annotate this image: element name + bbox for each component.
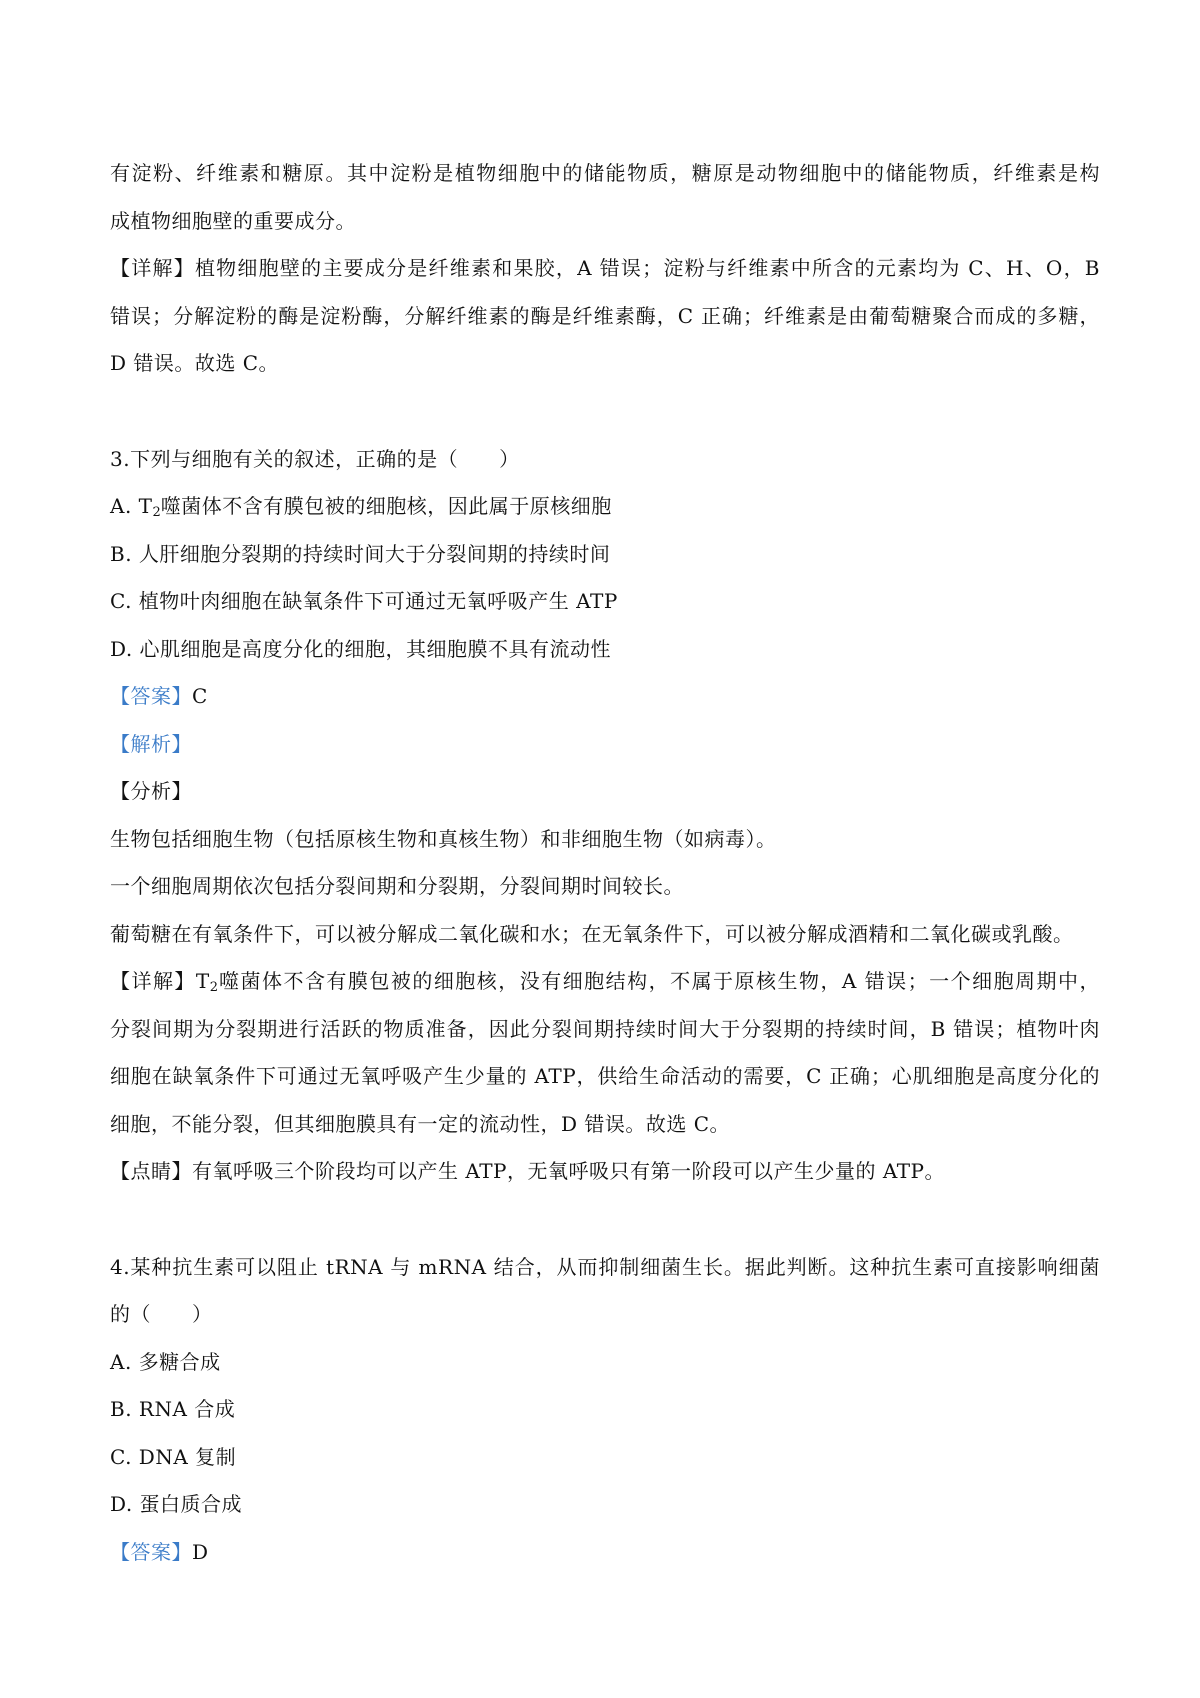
q3-detail-subscript: 2 [209, 980, 219, 995]
q2-detail-text-1: 植物细胞壁的主要成分是纤维素和果胶，A 错误；淀粉与纤维素中所含的元素均为 C、H、O，B [194, 256, 1100, 280]
q3-option-d: D. 心肌细胞是高度分化的细胞，其细胞膜不具有流动性 [110, 636, 612, 661]
section-gap [110, 1196, 1100, 1244]
q2-detail-label: 【详解】 [110, 256, 195, 280]
q4-answer-label: 【答案】 [110, 1539, 192, 1564]
section-gap [110, 388, 1100, 436]
q2-detail-line-2: 错误；分解淀粉的酶是淀粉酶，分解纤维素的酶是纤维素酶，C 正确；纤维素是由葡萄糖聚合而成的多糖， [110, 303, 1100, 328]
q3-jiexi-label: 【解析】 [110, 731, 192, 756]
q3-dianjing [110, 1148, 1100, 1196]
q2-detail-line-3: D 错误。故选 C。 [110, 351, 280, 375]
q3-answer [110, 673, 1100, 721]
q4-answer-value: D [192, 1539, 209, 1564]
q3-detail-line-1 [110, 958, 1100, 1006]
q4-option-a: A. 多糖合成 [110, 1349, 221, 1374]
q3-fenxi-line-2: 一个细胞周期依次包括分裂间期和分裂期，分裂间期时间较长。 [110, 874, 684, 898]
q3-dianjing-label: 【点睛】 [110, 1159, 192, 1183]
q3-option-a-text: 噬菌体不含有膜包被的细胞核，因此属于原核细胞 [160, 494, 612, 518]
q3-detail-line-4: 细胞，不能分裂，但其细胞膜具有一定的流动性，D 错误。故选 C。 [110, 1111, 731, 1136]
q3-detail-prefix: T [195, 969, 210, 993]
q4-stem-line-1: 4.某种抗生素可以阻止 tRNA 与 mRNA 结合，从而抑制细菌生长。据此判断。这种抗生素可直接影响细菌 [110, 1254, 1100, 1279]
q3-detail-line-2: 分裂间期为分裂期进行活跃的物质准备，因此分裂间期持续时间大于分裂期的持续时间，B 错误；植物叶肉 [110, 1016, 1100, 1041]
q3-option-a-prefix: A. T [110, 494, 153, 518]
q3-option-b: B. 人肝细胞分裂期的持续时间大于分裂间期的持续时间 [110, 541, 611, 566]
q3-option-c: C. 植物叶肉细胞在缺氧条件下可通过无氧呼吸产生 ATP [110, 589, 618, 613]
q4-answer [110, 1529, 1100, 1577]
q4-option-c: C. DNA 复制 [110, 1444, 237, 1469]
q3-answer-value: C [192, 684, 208, 708]
q2-detail-line-1 [110, 245, 1100, 293]
q3-answer-label: 【答案】 [110, 684, 192, 708]
q3-fenxi-line-3: 葡萄糖在有氧条件下，可以被分解成二氧化碳和水；在无氧条件下，可以被分解成酒精和二氧化碳或乳酸。 [110, 921, 1074, 946]
q2-analysis-line-1: 有淀粉、纤维素和糖原。其中淀粉是植物细胞中的储能物质，糖原是动物细胞中的储能物质，纤维素是构 [110, 161, 1100, 185]
q4-option-b: B. RNA 合成 [110, 1397, 236, 1421]
q3-detail-text-1: 噬菌体不含有膜包被的细胞核，没有细胞结构，不属于原核生物，A 错误；一个细胞周期中， [218, 969, 1100, 993]
q3-option-a-subscript: 2 [152, 505, 161, 520]
q3-fenxi-line-1: 生物包括细胞生物（包括原核生物和真核生物）和非细胞生物（如病毒）。 [110, 826, 777, 851]
q3-fenxi-label: 【分析】 [110, 779, 192, 803]
q4-option-d: D. 蛋白质合成 [110, 1492, 243, 1516]
q3-stem: 3.下列与细胞有关的叙述，正确的是（ ） [110, 446, 520, 471]
q2-analysis-line-2: 成植物细胞壁的重要成分。 [110, 208, 356, 233]
q3-dianjing-text: 有氧呼吸三个阶段均可以产生 ATP，无氧呼吸只有第一阶段可以产生少量的 ATP。 [192, 1159, 946, 1183]
q4-stem-line-2: 的（ ） [110, 1302, 213, 1326]
q3-detail-label: 【详解】 [110, 969, 196, 993]
q3-option-a [110, 483, 1100, 531]
q3-detail-line-3: 细胞在缺氧条件下可通过无氧呼吸产生少量的 ATP，供给生命活动的需要，C 正确；心肌细胞是高度分化的 [110, 1064, 1100, 1088]
document-page [110, 150, 1100, 1576]
